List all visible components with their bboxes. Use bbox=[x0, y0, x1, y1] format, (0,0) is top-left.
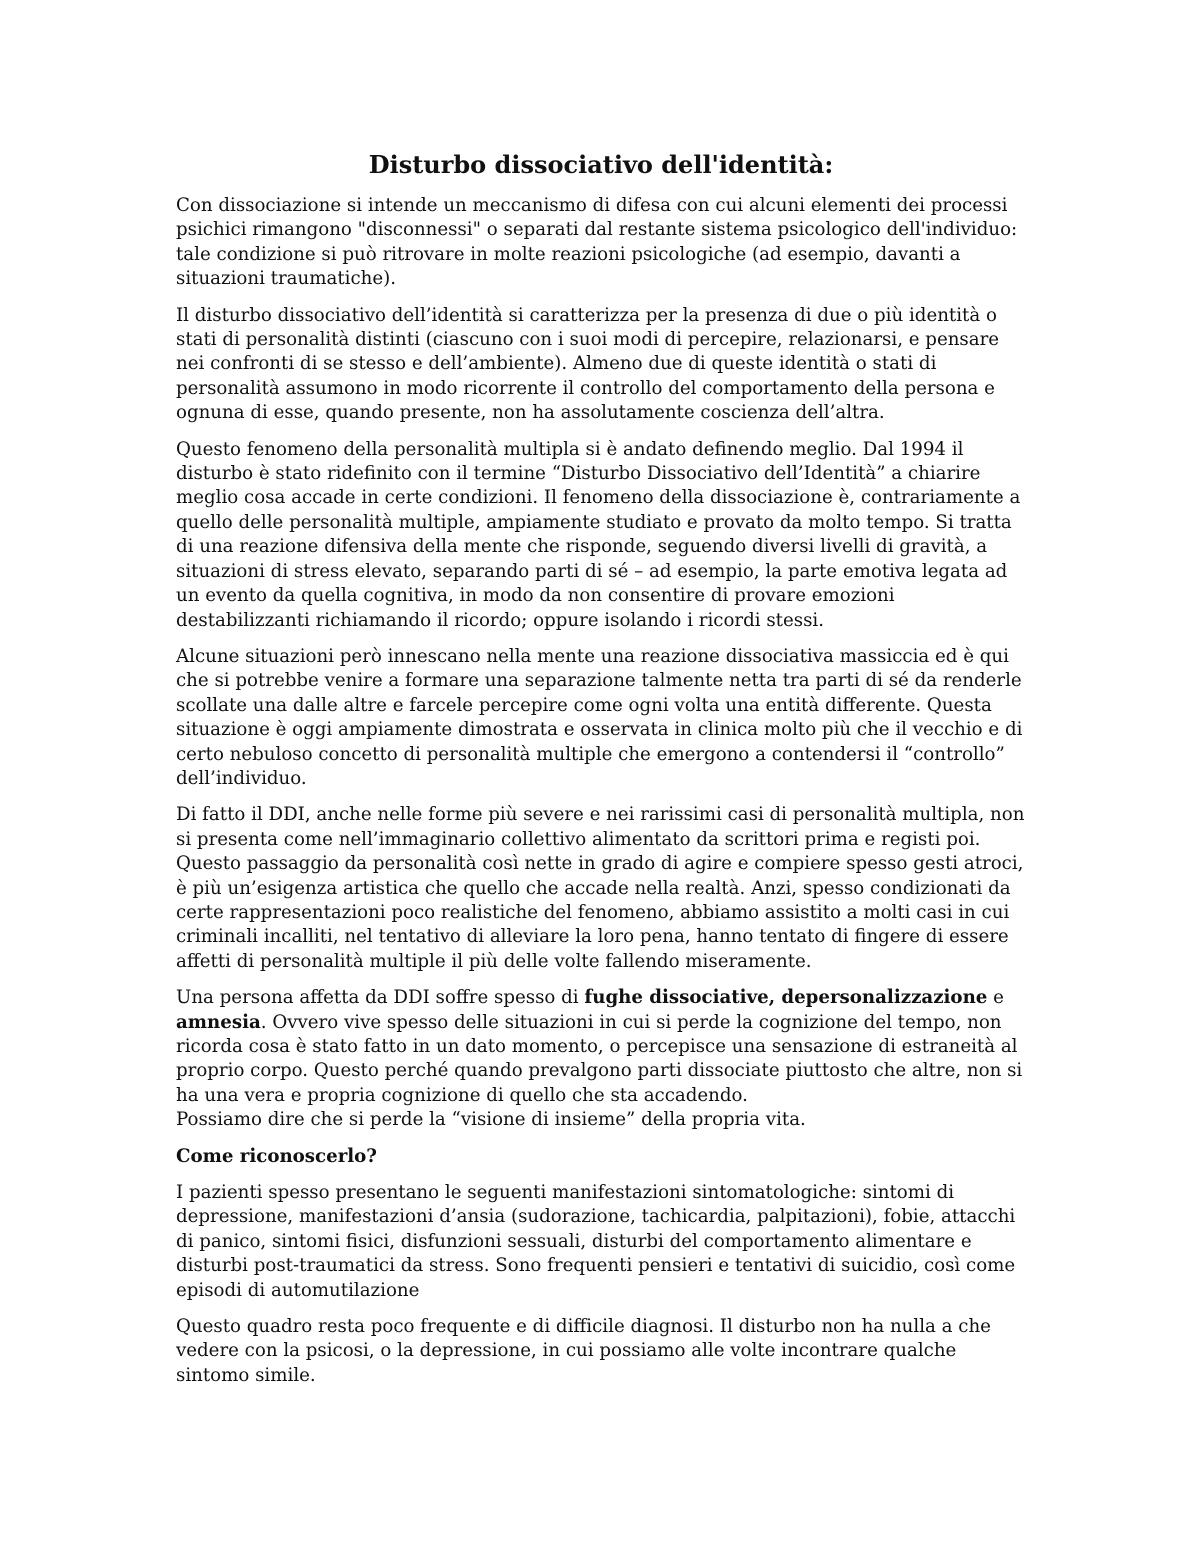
paragraph-6-bold-1: fughe dissociative, depersonalizzazione bbox=[584, 987, 988, 1009]
paragraph-8: I pazienti spesso presentano le seguenti manifestazioni sintomatologiche: sintomi di depressione, manifestazioni d’ansia (sudorazione, tachicardia, palpitazioni), fobie, attacchi di panico, sintomi fisici, disfunzioni sessuali, disturbi del comportamento alimentare e disturbi post-traumatici da stress. Sono frequenti pensieri e tentativi di suicidio, così come episodi di automutilazione bbox=[176, 1182, 1016, 1301]
section-heading: Come riconoscerlo? bbox=[176, 1145, 377, 1167]
paragraph-6-mid: e bbox=[987, 987, 1004, 1009]
paragraph-2: Il disturbo dissociativo dell’identità si caratterizza per la presenza di due o più identità o stati di personalità distinti (ciascuno con i suoi modi di percepire, relazionarsi, e pensare nei confronti di se stesso e dell’ambiente). Almeno due di queste identità o stati di personalità assumono in modo ricorrente il controllo del comportamento della persona e ognuna di esse, quando presente, non ha assolutamente coscienza dell’altra. bbox=[176, 304, 1000, 424]
document-page bbox=[176, 150, 1026, 1400]
paragraph-6 bbox=[176, 986, 1026, 1108]
paragraph-9: Questo quadro resta poco frequente e di difficile diagnosi. Il disturbo non ha nulla a che vedere con la psicosi, o la depressione, in cui possiamo alle volte incontrare qualche sintomo simile. bbox=[176, 1316, 991, 1386]
paragraph-6-end: . Ovvero vive spesso delle situazioni in cui si perde la cognizione del tempo, non ricorda cosa è stato fatto in un dato momento, o percepisce una sensazione di estraneità al proprio corpo. Questo perché quando prevalgono parti dissociate piuttosto che altre, non si ha una vera e propria cognizione di quello che sta accadendo. bbox=[176, 1011, 1023, 1106]
paragraph-1: Con dissociazione si intende un meccanismo di difesa con cui alcuni elementi dei processi psichici rimangono "disconnessi" o separati dal restante sistema psicologico dell'individuo: tale condizione si può ritrovare in molte reazioni psicologiche (ad esempio, davanti a situazioni traumatiche). bbox=[176, 195, 1018, 290]
paragraph-5: Di fatto il DDI, anche nelle forme più severe e nei rarissimi casi di personalità multipla, non si presenta come nell’immaginario collettivo alimentato da scrittori prima e registi poi. Questo passaggio da personalità così nette in grado di agire e compiere spesso gesti atroci, è più un’esigenza artistica che quello che accade nella realtà. Anzi, spesso condizionati da certe rappresentazioni poco realistiche del fenomeno, abbiamo assistito a molti casi in cui criminali incalliti, nel tentativo di alleviare la loro pena, hanno tentato di fingere di essere affetti di personalità multiple il più delle volte fallendo miseramente. bbox=[176, 804, 1025, 972]
paragraph-6-bold-2: amnesia bbox=[176, 1011, 261, 1033]
paragraph-6-start: Una persona affetta da DDI soffre spesso di bbox=[176, 987, 585, 1009]
paragraph-3: Questo fenomeno della personalità multipla si è andato definendo meglio. Dal 1994 il disturbo è stato ridefinito con il termine “Disturbo Dissociativo dell’Identità” a chiarire meglio cosa accade in certe condizioni. Il fenomeno della dissociazione è, contrariamente a quello delle personalità multiple, ampiamente studiato e provato da molto tempo. Si tratta di una reazione difensiva della mente che risponde, seguendo diversi livelli di gravità, a situazioni di stress elevato, separando parti di sé – ad esempio, la parte emotiva legata ad un evento da quella cognitiva, in modo da non consentire di provare emozioni destabilizzanti richiamando il ricordo; oppure isolando i ricordi stessi. bbox=[176, 438, 1021, 631]
paragraph-4: Alcune situazioni però innescano nella mente una reazione dissociativa massiccia ed è qui che si potrebbe venire a formare una separazione talmente netta tra parti di sé da renderle scollate una dalle altre e farcele percepire come ogni volta una entità differente. Questa situazione è oggi ampiamente dimostrata e osservata in clinica molto più che il vecchio e di certo nebuloso concetto di personalità multiple che emergono a contendersi il “controllo” dell’individuo. bbox=[176, 645, 1023, 789]
paragraph-7: Possiamo dire che si perde la “visione di insieme” della propria vita. bbox=[176, 1109, 806, 1131]
page-title: Disturbo dissociativo dell'identità: bbox=[368, 150, 834, 179]
